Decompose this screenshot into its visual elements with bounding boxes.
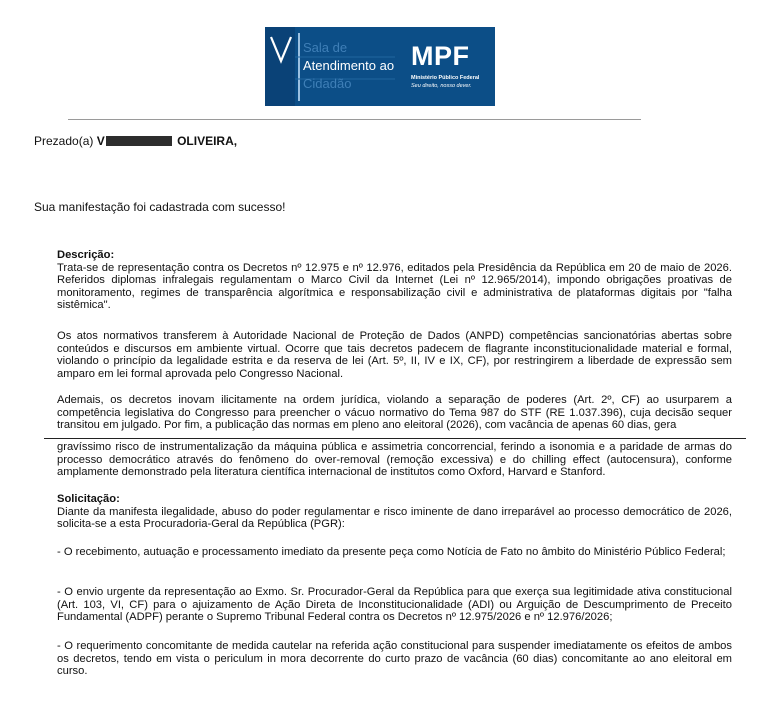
description-paragraph-2: Os atos normativos transferem à Autoridade Nacional de Proteção de Dados (ANPD) competências sancionatórias abertas sobre conteúdos e discursos em ambiente virtual. Ocorre que tais decretos padecem de flagrante inconstitucionalidade material e formal, violando o princípio da legalidade estrita e da reserva de lei (Art. 5º, II, IV e IX, CF), por restringirem a liberdade de expressão sem amparo em lei formal aprovada pelo Congresso Nacional. bbox=[57, 330, 732, 380]
mpf-slogan: Seu direito, nosso dever. bbox=[411, 83, 472, 89]
page-fold-line bbox=[44, 438, 746, 439]
header-divider bbox=[68, 119, 641, 120]
greeting-initial: V bbox=[96, 134, 105, 148]
request-item-1: - O recebimento, autuação e processamento imediato da presente peça como Notícia de Fato no âmbito do Ministério Público Federal; bbox=[57, 546, 726, 558]
mpf-logo: MPF bbox=[411, 41, 470, 71]
request-intro: Diante da manifesta ilegalidade, abuso do poder regulamentar e risco iminente de dano irreparável ao processo democrático de 2026, solicita-se a esta Procuradoria-Geral da República (PGR): bbox=[57, 505, 732, 531]
greeting-surname: OLIVEIRA, bbox=[177, 134, 238, 148]
banner-line-1: Sala de bbox=[303, 40, 348, 55]
request-block bbox=[57, 493, 732, 531]
greeting bbox=[34, 134, 237, 148]
banner-line-3: Cidadão bbox=[303, 76, 352, 91]
request-item-2: - O envio urgente da representação ao Exmo. Sr. Procurador-Geral da República para que exerça sua legitimidade ativa constitucional (Art. 103, VI, CF) para o ajuizamento de Ação Direta de Inconstitucionalidade (ADI) ou Arguição de Descumprimento de Preceito Fundamental (ADPF) perante o Supremo Tribunal Federal contra os Decretos nº 12.975/2026 e nº 12.976/2026; bbox=[57, 586, 732, 624]
description-block bbox=[57, 249, 732, 312]
mpf-subtitle: Ministério Público Federal bbox=[411, 75, 480, 81]
success-message: Sua manifestação foi cadastrada com sucesso! bbox=[34, 200, 286, 214]
description-paragraph-3b: gravíssimo risco de instrumentalização da máquina pública e assimetria concorrencial, ferindo a isonomia e a paridade de armas do processo democrático através do fenômeno do over-removal (remoção excessiva) e do chilling effect (autocensura), conforme amplamente demonstrado pela literatura científica internacional de institutos como Oxford, Harvard e Stanford. bbox=[57, 441, 732, 479]
greeting-prefix: Prezado(a) bbox=[34, 134, 94, 148]
sala-atendimento-banner bbox=[265, 27, 495, 106]
description-paragraph-3a: Ademais, os decretos inovam ilicitamente na ordem jurídica, violando a separação de poderes (Art. 2º, CF) ao usurparem a competência legislativa do Congresso para preencher o vácuo normativo do Tema 987 do STF (RE 1.037.396), cuja decisão sequer transitou em julgado. Por fim, a publicação das normas em pleno ano eleitoral (2026), com vacância de apenas 60 dias, gera bbox=[57, 394, 732, 432]
request-label: Solicitação: bbox=[57, 493, 120, 505]
description-paragraph-1: Trata-se de representação contra os Decretos nº 12.975 e nº 12.976, editados pela Presidência da República em 20 de maio de 2026. Referidos diplomas infralegais regulamentam o Marco Civil da Internet (Lei nº 12.965/2014), impondo obrigações proativas de monitoramento, regimes de transparência algorítmica e responsabilização civil e administrativa de plataformas digitais por "falha sistêmica". bbox=[57, 261, 732, 312]
description-label: Descrição: bbox=[57, 249, 115, 261]
redacted-name bbox=[106, 136, 172, 146]
banner-line-2: Atendimento ao bbox=[303, 58, 395, 73]
request-item-3: - O requerimento concomitante de medida cautelar na referida ação constitucional para suspender imediatamente os efeitos de ambos os decretos, tendo em vista o periculum in mora decorrente do curto prazo de vacância (60 dias) concomitante ao ano eleitoral em curso. bbox=[57, 640, 732, 678]
